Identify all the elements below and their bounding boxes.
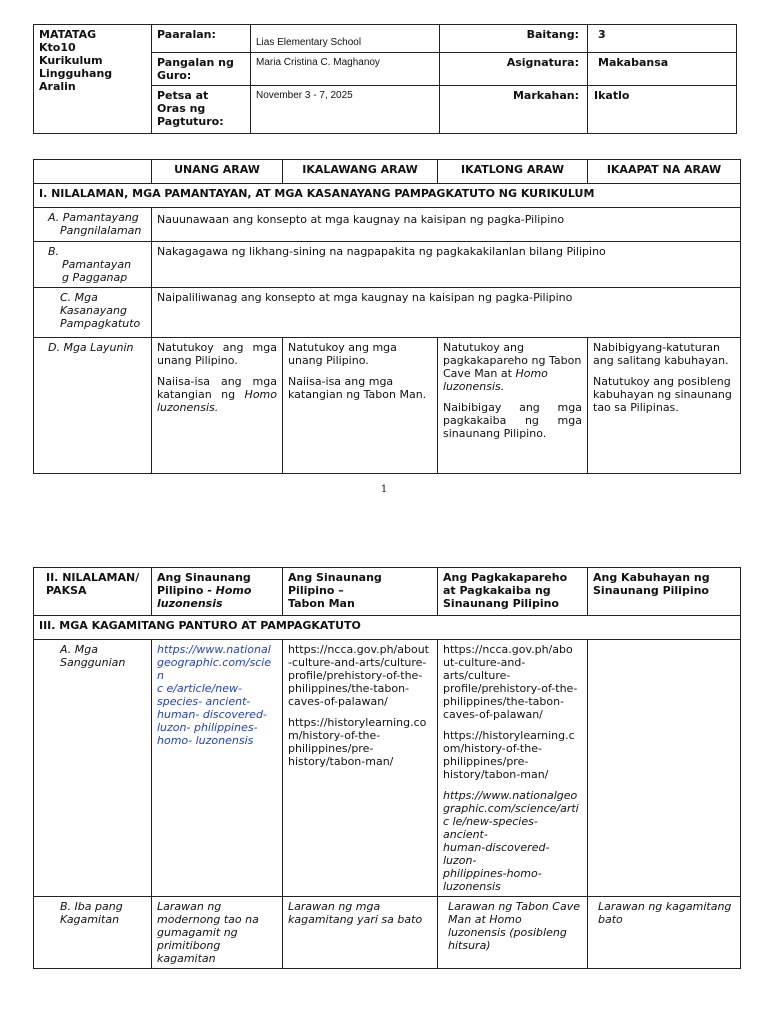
program-title: MATATAG Kto10 Kurikulum Lingguhang Aralin <box>34 25 152 134</box>
materials-day-3: Larawan ng Tabon Cave Man at Homo luzonensis (posibleng hitsura) <box>438 897 588 969</box>
section-two-three-table <box>33 567 741 969</box>
materials-day-4: Larawan ng kagamitang bato <box>588 897 741 969</box>
section-one-title: I. NILALAMAN, MGA PAMANTAYAN, AT MGA KASANAYANG PAMPAGKATUTO NG KURIKULUM <box>34 184 741 208</box>
objectives-day-1: Natutukoy ang mga unang Pilipino. Naiisa-isa ang mga katangian ng Homo luzonensis. <box>152 338 283 474</box>
day-header-4: IKAAPAT NA ARAW <box>588 160 741 184</box>
materials-day-2: Larawan ng mga kagamitang yari sa bato <box>283 897 438 969</box>
topic-day-4: Ang Kabuhayan ng Sinaunang Pilipino <box>588 568 741 616</box>
row-a-label: A. Pamantayang Pangnilalaman <box>34 208 152 242</box>
teacher-value: Maria Cristina C. Maghanoy <box>251 53 440 86</box>
day-header-3: IKATLONG ARAW <box>438 160 588 184</box>
day-header-2: IKALAWANG ARAW <box>283 160 438 184</box>
row-c-label: C. Mga Kasanayang Pampagkatuto <box>34 288 152 338</box>
page-number: 1 <box>380 484 388 495</box>
header-table <box>33 24 737 134</box>
quarter-value: Ikatlo <box>588 86 737 134</box>
objectives-day-4: Nabibigyang-katuturan ang salitang kabuhayan. Natutukoy ang posibleng kabuhayan ng sinaunang tao sa Pilipinas. <box>588 338 741 474</box>
grade-value: 3 <box>588 25 737 53</box>
teacher-label: Pangalan ng Guro: <box>152 53 251 86</box>
references-day-4 <box>588 640 741 897</box>
reference-link-day-1[interactable]: https://www.national geographic.com/scien c e/article/new- species- ancient- human- discovered- luzon- philippines- homo- luzonensis <box>152 640 283 897</box>
objectives-day-2: Natutukoy ang mga unang Pilipino. Naiisa-isa ang mga katangian ng Tabon Man. <box>283 338 438 474</box>
references-label: A. Mga Sanggunian <box>34 640 152 897</box>
row-b-text: Nakagagawa ng likhang-sining na nagpapakita ng pagkakakilanlan bilang Pilipino <box>152 242 741 288</box>
quarter-label: Markahan: <box>440 86 588 134</box>
materials-day-1: Larawan ng modernong tao na gumagamit ng primitibong kagamitan <box>152 897 283 969</box>
school-label: Paaralan: <box>152 25 251 53</box>
other-materials-label: B. Iba pang Kagamitan <box>34 897 152 969</box>
row-a-text: Nauunawaan ang konsepto at mga kaugnay na kaisipan ng pagka-Pilipino <box>152 208 741 242</box>
topic-day-2: Ang Sinaunang Pilipino – Tabon Man <box>283 568 438 616</box>
date-value: November 3 - 7, 2025 <box>251 86 440 134</box>
topic-day-1: Ang Sinaunang Pilipino - Homo luzonensis <box>152 568 283 616</box>
grade-label: Baitang: <box>440 25 588 53</box>
date-label: Petsa at Oras ng Pagtuturo: <box>152 86 251 134</box>
row-b-label: B. Pamantayan g Pagganap <box>34 242 152 288</box>
topic-day-3: Ang Pagkakapareho at Pagkakaiba ng Sinaunang Pilipino <box>438 568 588 616</box>
day-header-1: UNANG ARAW <box>152 160 283 184</box>
section-one-table <box>33 159 741 474</box>
school-value: Lias Elementary School <box>251 25 440 53</box>
references-day-2: https://ncca.gov.ph/about -culture-and-arts/culture- profile/prehistory-of-the- philippines/the-tabon- caves-of-palawan/ https://historylearning.co m/history-of-the- philippines/pre- history/tabon-man/ <box>283 640 438 897</box>
references-day-3: https://ncca.gov.ph/abo ut-culture-and- arts/culture- profile/prehistory-of-the- philippines/the-tabon- caves-of-palawan/ https://historylearning.c om/history-of-the- philippines/pre- history/tabon-man/ https://www.nationalgeo graphic.com/science/arti c le/new-species-ancient- human-discovered-luzon- philippines-homo- luzonensis <box>438 640 588 897</box>
row-d-label: D. Mga Layunin <box>34 338 152 474</box>
subject-label: Asignatura: <box>440 53 588 86</box>
row-c-text: Naipaliliwanag ang konsepto at mga kaugnay na kaisipan ng pagka-Pilipino <box>152 288 741 338</box>
section-three-title: III. MGA KAGAMITANG PANTURO AT PAMPAGKATUTO <box>34 616 741 640</box>
section-two-label: II. NILALAMAN/ PAKSA <box>34 568 152 616</box>
subject-value: Makabansa <box>588 53 737 86</box>
objectives-day-3: Natutukoy ang pagkakapareho ng Tabon Cave Man at Homo luzonensis. Naibibigay ang mga pagkakaiba ng mga sinaunang Pilipino. <box>438 338 588 474</box>
